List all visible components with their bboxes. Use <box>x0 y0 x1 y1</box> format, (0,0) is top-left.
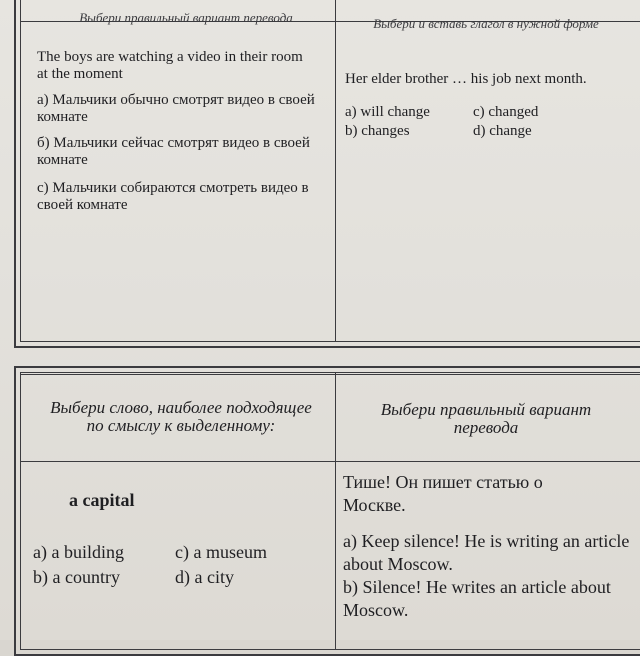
bottom-right-instruction: Выбери правильный вариант перевода <box>380 400 592 437</box>
bottom-card-top-line <box>21 374 640 375</box>
bottom-left-keyword-cell <box>69 489 309 512</box>
bottom-left-instruction: Выбери слово, наиболее подходящее по смыслу к выделенному: <box>50 398 312 435</box>
bottom-left-keyword: a capital <box>69 490 135 510</box>
bottom-card-inner-frame <box>20 372 640 650</box>
bottom-left-options <box>33 541 329 595</box>
bottom-right-instruction-cell <box>351 401 621 437</box>
top-task-card <box>14 0 640 348</box>
top-card-inner-frame <box>20 0 640 342</box>
top-right-option-a: a) will change <box>345 103 430 120</box>
bottom-task-card <box>14 366 640 656</box>
top-left-option-c: c) Мальчики собираются смотреть видео в своей комнате <box>37 180 309 213</box>
top-left-instruction-cell <box>61 11 311 25</box>
bottom-card-header-line <box>21 461 640 462</box>
bottom-left-option-d: d) a city <box>175 567 234 587</box>
top-right-sentence: Her elder brother … his job next month. <box>345 71 587 87</box>
top-left-option-b: б) Мальчики сейчас смотрят видео в своей комнате <box>37 135 310 168</box>
top-right-option-b: b) changes <box>345 122 410 139</box>
top-right-instruction: Выбери и вставь глагол в нужной форме <box>373 16 599 31</box>
top-right-option-c: c) changed <box>473 103 539 120</box>
bottom-right-option-a: a) Keep silence! He is writing an article about Moscow. <box>343 531 630 574</box>
bottom-left-option-a: a) a building <box>33 542 124 562</box>
bottom-left-option-c: c) a museum <box>175 542 267 562</box>
bottom-left-instruction-cell <box>41 399 321 435</box>
bottom-right-sentence: Тише! Он пишет статью о Москве. <box>343 472 543 515</box>
top-right-option-d: d) change <box>473 122 532 139</box>
top-left-sentence: The boys are watching a video in their room at the moment <box>37 49 303 82</box>
top-card-divider <box>335 0 336 341</box>
top-left-option-a: а) Мальчики обычно смотрят видео в своей комнате <box>37 92 315 125</box>
top-left-question-cell <box>37 49 317 213</box>
bottom-card-divider <box>335 373 336 649</box>
top-right-instruction-cell <box>351 17 621 31</box>
top-left-instruction: Выбери правильный вариант перевода <box>79 10 293 25</box>
bottom-left-option-b: b) a country <box>33 567 120 587</box>
bottom-right-question-cell <box>343 471 639 621</box>
top-right-options <box>345 104 635 144</box>
top-right-question-cell <box>345 71 635 144</box>
bottom-right-option-b: b) Silence! He writes an article about Moscow. <box>343 577 611 620</box>
